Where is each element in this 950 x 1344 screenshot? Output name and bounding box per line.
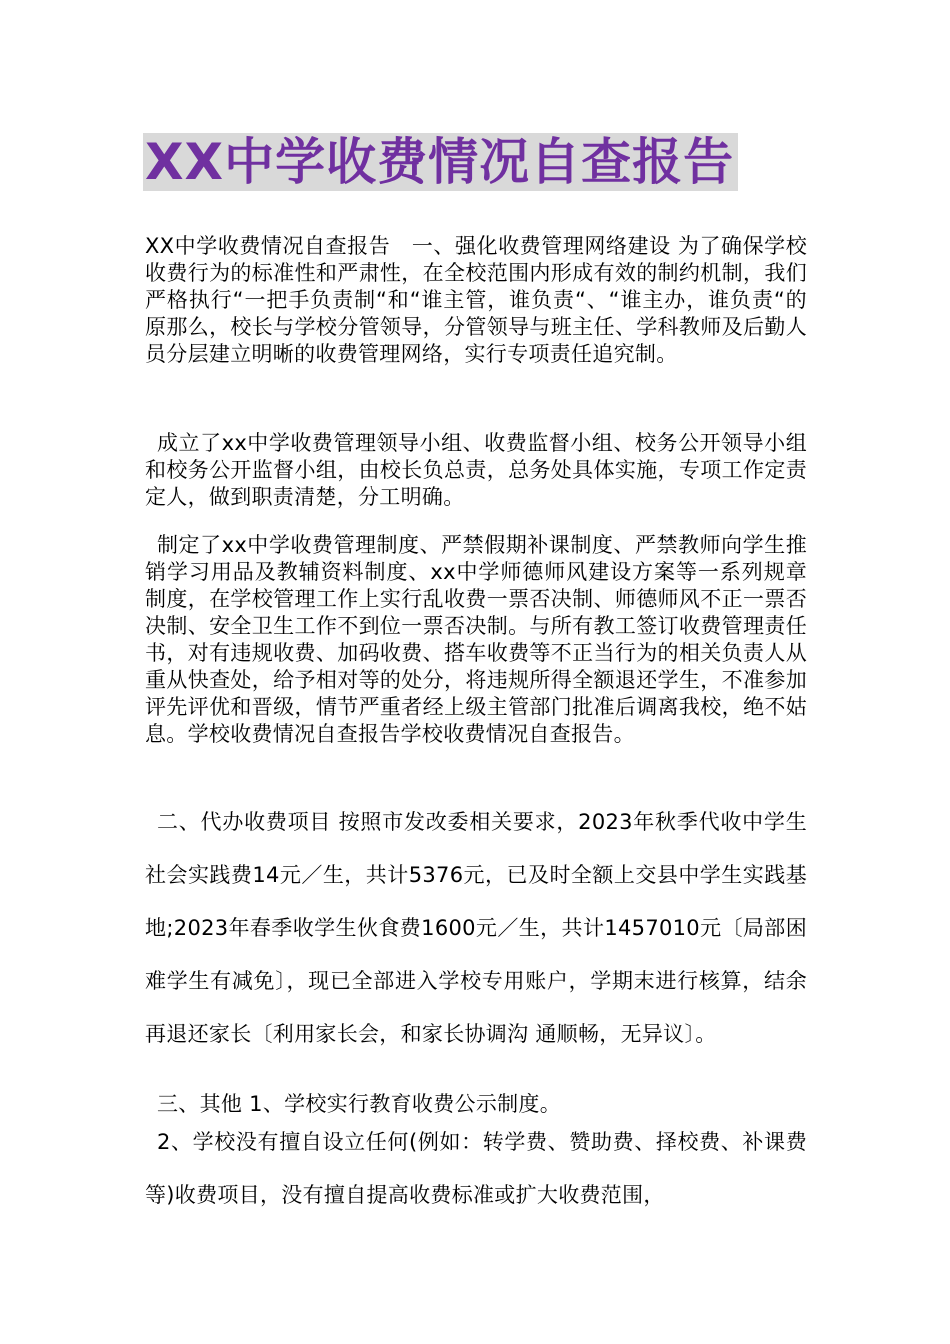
- paragraph-regulations: 制定了xx中学收费管理制度、严禁假期补课制度、严禁教师向学生推销学习用品及教辅资料制度、xx中学师德师风建设方案等一系列规章制度，在学校管理工作上实行乱收费一票否决制、师德师风不正一票否决制、安全卫生工作不到位一票否决制。与所有教工签订收费管理责任书，对有违规收费、加码收费、搭车收费等不正当行为的相关负责人从重从快查处，给予相对等的处分，将违规所得全额退还学生，不准参加评先评优和晋级，情节严重者经上级主管部门批准后调离我校，绝不姑息。学校收费情况自查报告学校收费情况自查报告。: [145, 533, 807, 746]
- paragraph-2-block: [145, 430, 807, 511]
- paragraph-intro: XX中学收费情况自查报告 一、强化收费管理网络建设 为了确保学校收费行为的标准性和严肃性，在全校范围内形成有效的制约机制，我们严格执行“一把手负责制“和“谁主管，谁负责“、“谁主办，谁负责“的原那么，校长与学校分管领导，分管领导与班主任、学科教师及后勤人员分层建立明晰的收费管理网络，实行专项责任追究制。: [145, 234, 807, 366]
- paragraph-no-unauthorized-fees: 2、学校没有擅自设立任何(例如：转学费、赞助费、择校费、补课费等)收费项目，没有擅自提高收费标准或扩大收费范围，: [145, 1130, 807, 1207]
- paragraph-3-block: [145, 532, 807, 748]
- title-highlight: [143, 133, 738, 191]
- paragraph-leadership-groups: 成立了xx中学收费管理领导小组、收费监督小组、校务公开领导小组和校务公开监督小组，由校长负总责，总务处具体实施，专项工作定责定人，做到职责清楚，分工明确。: [145, 431, 807, 509]
- paragraph-agency-fees: 二、代办收费项目 按照市发改委相关要求，2023年秋季代收中学生社会实践费14元／生，共计5376元，已及时全额上交县中学生实践基地;2023年春季收学生伙食费1600元／生，共计1457010元〔局部困难学生有减免〕，现已全部进入学校专用账户，学期末进行核算，结余再退还家长〔利用家长会，和家长协调沟 通顺畅，无异议〕。: [145, 810, 807, 1046]
- document-title: XX中学收费情况自查报告: [145, 133, 735, 191]
- paragraph-others: 三、其他 1、学校实行教育收费公示制度。: [157, 1092, 562, 1116]
